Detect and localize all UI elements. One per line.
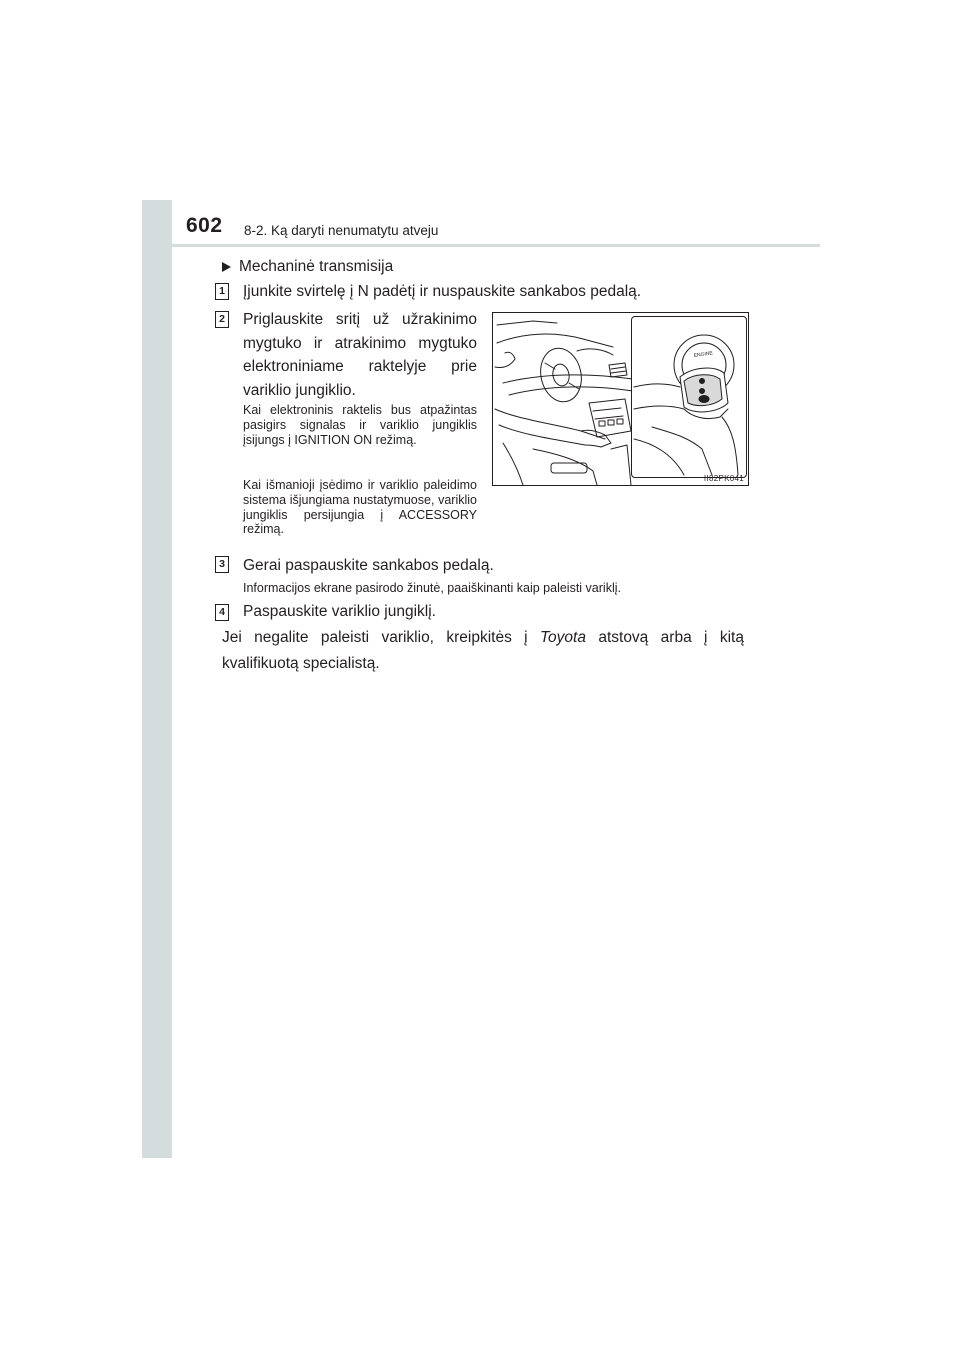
subheading <box>222 258 393 276</box>
figure-code: II82PK041 <box>703 474 744 483</box>
brand-name: Toyota <box>540 629 586 646</box>
page-sidebar-band <box>142 200 172 1158</box>
step-3-note: Informacijos ekrane pasirodo žinutė, paaiškinanti kaip paleisti variklį. <box>243 581 621 595</box>
step-2-note-2: Kai išmanioji įsėdimo ir variklio paleidimo sistema išjungiama nustatymuose, variklio jungiklis persijungia į ACCESSORY režimą. <box>243 478 477 537</box>
final-text-before: Jei negalite paleisti variklio, kreipkitės į <box>222 629 540 646</box>
step-2-note-1: Kai elektroninis raktelis bus atpažintas pasigirs signalas ir variklio jungiklis įsijungs į IGNITION ON režimą. <box>243 403 477 447</box>
step-1-text: Įjunkite svirtelę į N padėtį ir nuspauskite sankabos pedalą. <box>243 283 642 300</box>
step-number-2: 2 <box>215 311 229 328</box>
inset-detail-frame <box>631 316 747 478</box>
subheading-text: Mechaninė transmisija <box>239 258 394 275</box>
header-rule <box>172 244 820 247</box>
step-number-4: 4 <box>215 604 229 621</box>
final-text-after: atstovą arba į kitą kvalifikuotą specialistą. <box>222 629 744 672</box>
triangle-bullet-icon <box>222 262 231 272</box>
final-paragraph <box>222 625 744 677</box>
step-3-text: Gerai paspauskite sankabos pedalą. <box>243 557 494 574</box>
engine-switch-key-detail <box>632 317 746 477</box>
step-number-3: 3 <box>215 556 229 573</box>
section-title: 8-2. Ką daryti nenumatytu atveju <box>244 223 439 238</box>
step-4-text: Paspauskite variklio jungiklį. <box>243 603 436 620</box>
engine-button-label: ENGINE <box>693 350 714 359</box>
step-number-1: 1 <box>215 283 229 300</box>
step-2-text: Priglauskite sritį už užrakinimo mygtuko ir atrakinimo mygtuko elektroniniame raktelyje prie variklio jungiklio. <box>243 311 477 399</box>
page-number: 602 <box>186 214 223 237</box>
illustration-figure <box>492 312 749 486</box>
